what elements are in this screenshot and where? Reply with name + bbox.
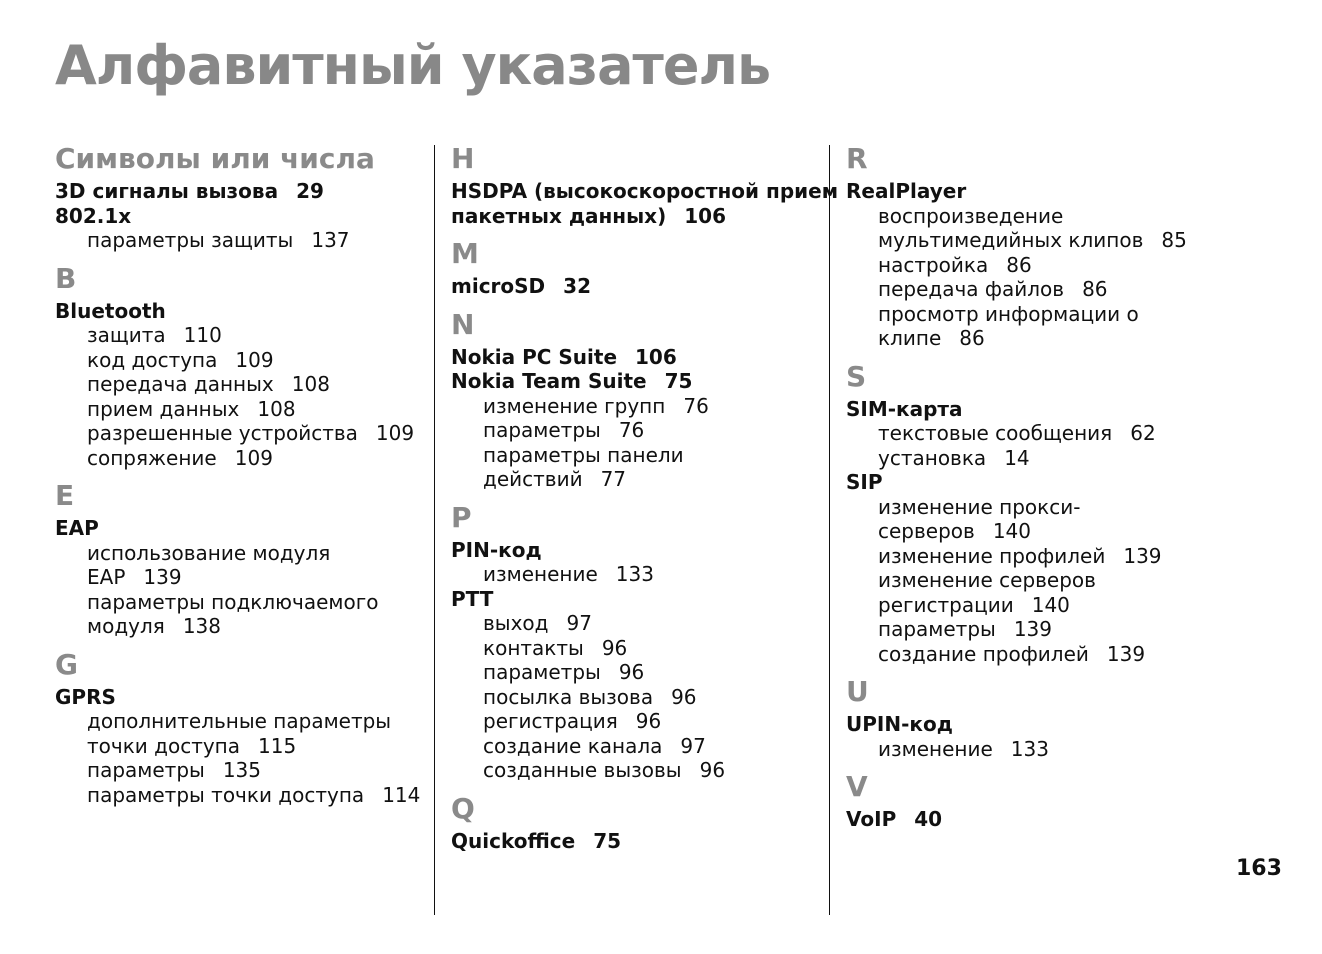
subentry-text: текстовые сообщения <box>878 421 1113 445</box>
subentry-text: воспроизведение <box>878 203 1064 228</box>
page-ref: 29 <box>296 179 324 203</box>
index-entry-term <box>451 369 826 394</box>
index-column-2 <box>451 142 839 863</box>
index-entry-term <box>55 516 430 541</box>
page-ref: 133 <box>615 562 654 586</box>
subentry-text: созданные вызовы <box>483 758 682 782</box>
column-divider <box>829 145 830 915</box>
entry-term-text: EAP <box>55 516 99 540</box>
index-entry-term <box>451 274 826 299</box>
index-section <box>451 142 839 228</box>
entry-term-text: Bluetooth <box>55 298 166 323</box>
subentry-text: изменение прокси- <box>878 494 1081 519</box>
page-ref: 85 <box>1161 228 1187 252</box>
index-subentry <box>55 614 430 639</box>
subentry-text: изменение <box>483 562 598 586</box>
column-divider <box>434 145 435 915</box>
subentry-text: изменение <box>878 736 993 761</box>
page-ref: 97 <box>566 611 592 635</box>
page-ref: 96 <box>635 709 662 733</box>
index-section <box>451 502 826 783</box>
section-heading: E <box>55 479 75 512</box>
index-subentry <box>846 568 1221 593</box>
page-ref: 86 <box>1006 252 1032 277</box>
subentry-text: посылка вызова <box>483 684 654 709</box>
subentry-text: изменение серверов <box>878 568 1096 592</box>
index-entry-term <box>451 538 826 563</box>
subentry-text: изменение групп <box>483 393 666 418</box>
index-subentry <box>55 348 430 373</box>
page-ref: 75 <box>593 828 622 853</box>
index-subentry <box>451 418 826 443</box>
index-subentry <box>55 372 430 397</box>
index-column-3 <box>846 143 1221 842</box>
section-heading: V <box>846 770 868 803</box>
subentry-text: передача данных <box>87 372 274 396</box>
page-ref: 108 <box>257 396 296 421</box>
index-subentry <box>55 323 430 348</box>
index-subentry <box>846 253 1221 278</box>
section-heading: U <box>846 675 869 708</box>
index-subentry <box>846 228 1221 253</box>
index-subentry <box>451 660 826 685</box>
subentry-text: клипе <box>878 326 942 350</box>
index-subentry <box>451 709 826 734</box>
page-ref: 140 <box>992 519 1031 543</box>
index-entry-term <box>55 685 430 710</box>
subentry-text: использование модуля <box>87 540 331 565</box>
index-entry-term <box>846 470 1221 495</box>
section-heading: Символы или числа <box>55 142 375 175</box>
page-ref: 106 <box>684 203 726 228</box>
subentry-text: прием данных <box>87 396 240 421</box>
subentry-text: разрешенные устройства <box>87 421 358 445</box>
subentry-text: параметры <box>483 660 601 684</box>
index-subentry <box>55 541 430 566</box>
index-subentry <box>55 565 430 590</box>
index-section <box>451 238 826 299</box>
index-subentry <box>846 446 1221 471</box>
index-subentry <box>846 204 1221 229</box>
index-entry-term <box>451 204 826 229</box>
index-column-1 <box>55 143 430 817</box>
section-heading: R <box>846 142 868 175</box>
page-ref: 75 <box>664 369 693 393</box>
index-subentry <box>55 734 430 759</box>
index-subentry <box>846 737 1221 762</box>
entry-term-text: SIP <box>846 470 883 494</box>
entry-term-text: UPIN-код <box>846 712 953 736</box>
page-ref: 77 <box>600 467 627 491</box>
subentry-text: изменение профилей <box>878 543 1106 568</box>
entry-term-text: RealPlayer <box>846 179 967 203</box>
page-ref: 96 <box>671 684 697 709</box>
subentry-text: параметры подключаемого <box>87 589 379 614</box>
index-subentry <box>451 685 826 710</box>
subentry-text: сопряжение <box>87 445 217 470</box>
index-subentry <box>846 642 1221 667</box>
entry-term-text: microSD <box>451 274 546 298</box>
page-ref: 139 <box>143 565 182 589</box>
page-ref: 133 <box>1010 736 1049 761</box>
index-subentry <box>55 397 430 422</box>
index-section <box>55 480 430 639</box>
index-subentry <box>451 443 826 468</box>
section-heading: B <box>55 261 77 295</box>
index-section <box>451 793 826 854</box>
index-subentry <box>846 544 1221 569</box>
index-entry-term <box>451 179 839 204</box>
index-subentry <box>846 326 1221 351</box>
page-ref: 14 <box>1004 445 1030 470</box>
subentry-text: защита <box>87 323 166 347</box>
page-ref: 109 <box>234 445 273 470</box>
page-ref: 62 <box>1130 421 1156 445</box>
subentry-text: действий <box>483 467 583 491</box>
subentry-text: параметры <box>87 758 205 782</box>
entry-term-text: Quickoffice <box>451 828 576 853</box>
index-section <box>846 143 1221 351</box>
section-heading: N <box>451 307 475 341</box>
index-subentry <box>451 562 826 587</box>
subentry-text: создание канала <box>483 733 663 758</box>
subentry-text: параметры <box>483 418 601 442</box>
index-subentry <box>846 617 1221 642</box>
page-ref: 140 <box>1031 592 1070 617</box>
page-number: 163 <box>1236 856 1282 881</box>
index-subentry <box>451 467 826 492</box>
page-ref: 115 <box>258 733 297 758</box>
subentry-text: параметры <box>878 617 996 641</box>
subentry-text: параметры панели <box>483 442 684 467</box>
section-heading: P <box>451 500 472 534</box>
page-ref: 138 <box>182 614 221 638</box>
page-ref: 76 <box>683 393 709 418</box>
index-entry-term <box>55 299 430 324</box>
index-entry-term <box>55 179 430 204</box>
section-heading: M <box>451 237 479 270</box>
entry-term-text: 802.1x <box>55 203 132 228</box>
index-subentry <box>846 421 1221 446</box>
page-ref: 139 <box>1013 617 1052 641</box>
subentry-text: точки доступа <box>87 733 241 758</box>
subentry-text: создание профилей <box>878 641 1089 666</box>
subentry-text: мультимедийных клипов <box>878 228 1144 252</box>
index-subentry <box>55 446 430 471</box>
index-entry-term <box>846 179 1221 204</box>
page-ref: 137 <box>311 228 350 252</box>
index-section <box>846 676 1221 761</box>
entry-term-text: 3D сигналы вызова <box>55 179 279 203</box>
index-subentry <box>451 611 826 636</box>
index-subentry <box>55 228 430 253</box>
subentry-text: регистрации <box>878 592 1014 617</box>
page-ref: 109 <box>235 347 274 372</box>
subentry-text: регистрация <box>483 709 618 733</box>
subentry-text: контакты <box>483 635 584 660</box>
entry-term-text: SIM-карта <box>846 396 963 421</box>
index-subentry <box>846 277 1221 302</box>
subentry-text: EAP <box>87 565 126 589</box>
index-subentry <box>451 636 826 661</box>
page-ref: 110 <box>183 323 222 347</box>
page-ref: 97 <box>680 733 706 758</box>
index-subentry <box>55 758 430 783</box>
page-ref: 139 <box>1106 641 1146 666</box>
index-section <box>55 263 430 471</box>
index-subentry <box>846 519 1221 544</box>
entry-term-text: VoIP <box>846 807 897 831</box>
index-subentry <box>55 590 430 615</box>
page-ref: 135 <box>222 758 261 782</box>
index-subentry <box>846 593 1221 618</box>
section-heading: Q <box>451 791 475 825</box>
section-heading: H <box>451 142 475 175</box>
subentry-text: дополнительные параметры <box>87 709 392 733</box>
index-entry-term <box>451 345 826 370</box>
index-section <box>55 143 430 253</box>
index-section <box>451 309 826 492</box>
page-ref: 96 <box>699 758 726 782</box>
entry-term-text: HSDPA (высокоскоростной прием <box>451 179 839 203</box>
entry-term-text: PIN-код <box>451 537 542 562</box>
page-ref: 40 <box>914 807 943 831</box>
page-ref: 114 <box>382 782 421 807</box>
page-ref: 86 <box>959 326 985 350</box>
page-ref: 86 <box>1082 277 1108 301</box>
page-ref: 106 <box>635 344 677 369</box>
index-entry-term <box>55 204 430 229</box>
index-subentry <box>451 734 826 759</box>
index-entry-term <box>846 807 1221 832</box>
page-ref: 76 <box>618 418 645 442</box>
entry-term-text: пакетных данных) <box>451 203 667 228</box>
index-entry-term <box>846 397 1221 422</box>
subentry-text: серверов <box>878 519 975 543</box>
index-subentry <box>451 758 826 783</box>
entry-term-text: Nokia Team Suite <box>451 369 647 393</box>
index-entry-term <box>451 587 826 612</box>
subentry-text: просмотр информации о <box>878 301 1139 326</box>
index-section <box>55 649 430 808</box>
subentry-text: выход <box>483 611 549 635</box>
index-subentry <box>55 421 430 446</box>
section-heading: S <box>846 359 867 393</box>
page-ref: 96 <box>618 660 645 684</box>
subentry-text: настройка <box>878 252 989 277</box>
page-ref: 139 <box>1123 543 1162 568</box>
subentry-text: параметры точки доступа <box>87 782 365 807</box>
index-section <box>846 771 1221 832</box>
page-title: Алфавитный указатель <box>55 34 771 97</box>
page-ref: 96 <box>601 635 628 660</box>
index-subentry <box>846 302 1221 327</box>
page-ref: 109 <box>375 421 415 445</box>
page-ref: 32 <box>563 274 592 298</box>
subentry-text: модуля <box>87 614 165 638</box>
subentry-text: передача файлов <box>878 277 1065 301</box>
index-entry-term <box>846 712 1221 737</box>
index-subentry <box>55 783 430 808</box>
entry-term-text: Nokia PC Suite <box>451 344 618 369</box>
page-ref: 108 <box>291 372 330 396</box>
entry-term-text: GPRS <box>55 684 116 709</box>
subentry-text: параметры защиты <box>87 228 294 252</box>
subentry-text: установка <box>878 445 987 470</box>
subentry-text: код доступа <box>87 347 218 372</box>
section-heading: G <box>55 647 78 681</box>
index-subentry <box>846 495 1221 520</box>
index-subentry <box>451 394 826 419</box>
entry-term-text: PTT <box>451 586 494 611</box>
index-section <box>846 361 1221 667</box>
index-subentry <box>55 709 430 734</box>
index-entry-term <box>451 829 826 854</box>
